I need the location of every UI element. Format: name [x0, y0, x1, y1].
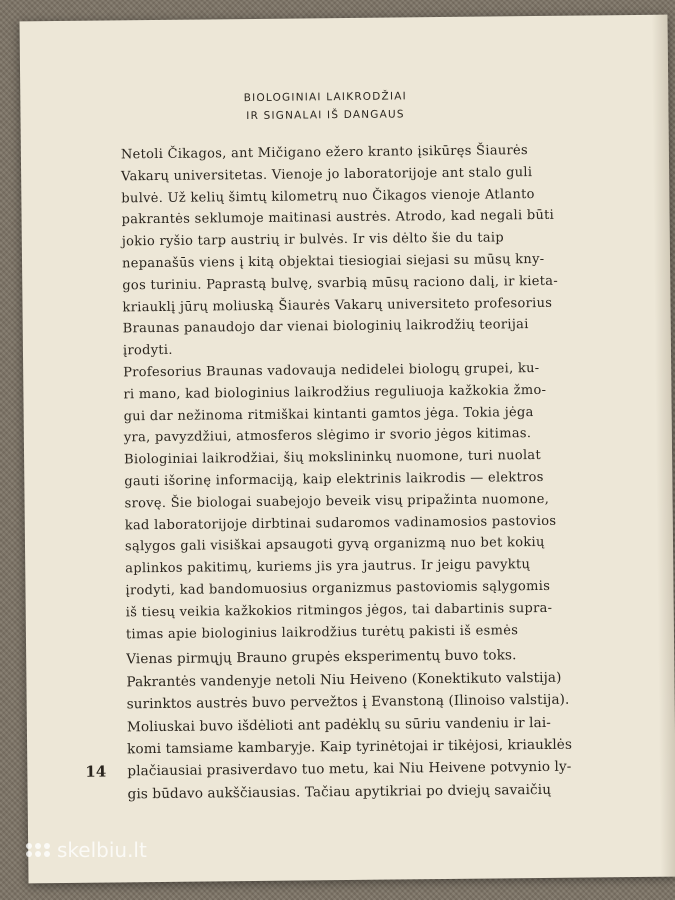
text-line: srovę. Šie biologai suabejojo beveik visų pripažinta nuomone,: [124, 491, 550, 512]
book-page: [20, 15, 675, 884]
text-line: plačiausiai prasiverdavo tuo metu, kai Niu Heivene potvynio ly-: [127, 759, 572, 780]
text-line: Vienas pirmųjų Brauno grupės eksperimentų buvo toks.: [126, 647, 517, 668]
text-line: įrodyti, kad bandomuosius organizmus pastoviomis sąlygomis: [125, 578, 551, 599]
text-line: ri mano, kad biologinius laikrodžius reguliuoja kažkokia žmo-: [123, 382, 547, 403]
text-line: timas apie biologinius laikrodžius turėtų pakisti iš esmės: [125, 622, 519, 642]
text-line: aplinkos pakitimų, kuriems jis yra jautrus. Ir jeigu pavyktų: [125, 557, 531, 577]
text-line: Pakrantės vandenyje netoli Niu Heiveno (Konektikuto valstija): [126, 669, 562, 691]
text-line: pakrantės seklumoje maitinasi austrės. Atrodo, kad negali būti: [121, 208, 555, 228]
paragraph: [101, 357, 612, 646]
text-line: jokio ryšio tarp austrių ir bulvės. Ir vis dėlto šie du taip: [121, 230, 505, 250]
text-line: Vakarų universitetas. Vienoje jo laboratorijoje ant stalo guli: [121, 164, 533, 185]
text-line: sąlygos gali visiškai apsaugoti gyvą organizmą nuo bet kokių: [124, 535, 545, 555]
chapter-title-line: BIOLOGINIAI LAIKRODŽIAI: [243, 90, 407, 105]
dots-logo-icon: [26, 843, 51, 857]
text-line: Moliuskai buvo išdėlioti ant padėklų su sūriu vandeniu ir lai-: [126, 714, 552, 735]
text-line: gui dar nežinoma ritmiškai kintanti gamtos jėga. Tokia jėga: [123, 404, 534, 424]
site-watermark: [26, 838, 147, 862]
text-line: gos turiniu. Paprastą bulvę, svarbią mūsų raciono dalį, ir kieta-: [122, 273, 559, 294]
text-line: gis būdavo aukščiausias. Tačiau apytikriai po dviejų savaičių: [127, 781, 552, 803]
paragraph: [104, 644, 614, 806]
chapter-title: [200, 87, 450, 126]
text-line: kad laboratorijoje dirbtinai sudaromos vadinamosios pastovios: [124, 513, 557, 533]
text-line: Braunas panaudojo dar vienai biologinių laikrodžių teorijai: [122, 317, 529, 337]
body-text: [99, 139, 614, 805]
text-line: yra, pavyzdžiui, atmosferos slėgimo ir svorio jėgos kitimas.: [123, 426, 532, 446]
text-line: Profesorius Braunas vadovauja nedidelei biologų grupei, ku-: [123, 360, 540, 381]
chapter-title-line: IR SIGNALAI IŠ DANGAUS: [246, 108, 405, 123]
text-line: įrodyti.: [122, 343, 173, 359]
text-line: gauti išorinę informaciją, kaip elektrinis laikrodis — elektros: [124, 469, 544, 490]
text-line: kriauklį jūrų moliuską Šiaurės Vakarų universiteto profesorius: [122, 295, 553, 315]
page-number: 14: [85, 762, 107, 781]
watermark-text: skelbiu.lt: [57, 838, 147, 862]
text-line: komi tamsiame kambaryje. Kaip tyrinėtojai ir tikėjosi, kriauklės: [127, 736, 573, 758]
text-line: nepanašūs viens į kitą objektai tiesiogiai siejasi su mūsų kny-: [121, 251, 545, 272]
text-line: surinktos austrės buvo pervežtos į Evanstoną (Ilinoiso valstija).: [126, 691, 570, 713]
text-line: bulvė. Už kelių šimtų kilometrų nuo Čikagos vienoje Atlanto: [121, 186, 535, 206]
text-line: Netoli Čikagos, ant Mičigano ežero kranto įsikūręs Šiaurės: [120, 143, 529, 163]
paragraph: [99, 139, 609, 362]
text-line: iš tiesų veikia kažkokios ritmingos jėgos, tai dabartinis supra-: [125, 600, 553, 621]
text-line: Biologiniai laikrodžiai, šių mokslininkų nuomone, turi nuolat: [124, 448, 542, 468]
